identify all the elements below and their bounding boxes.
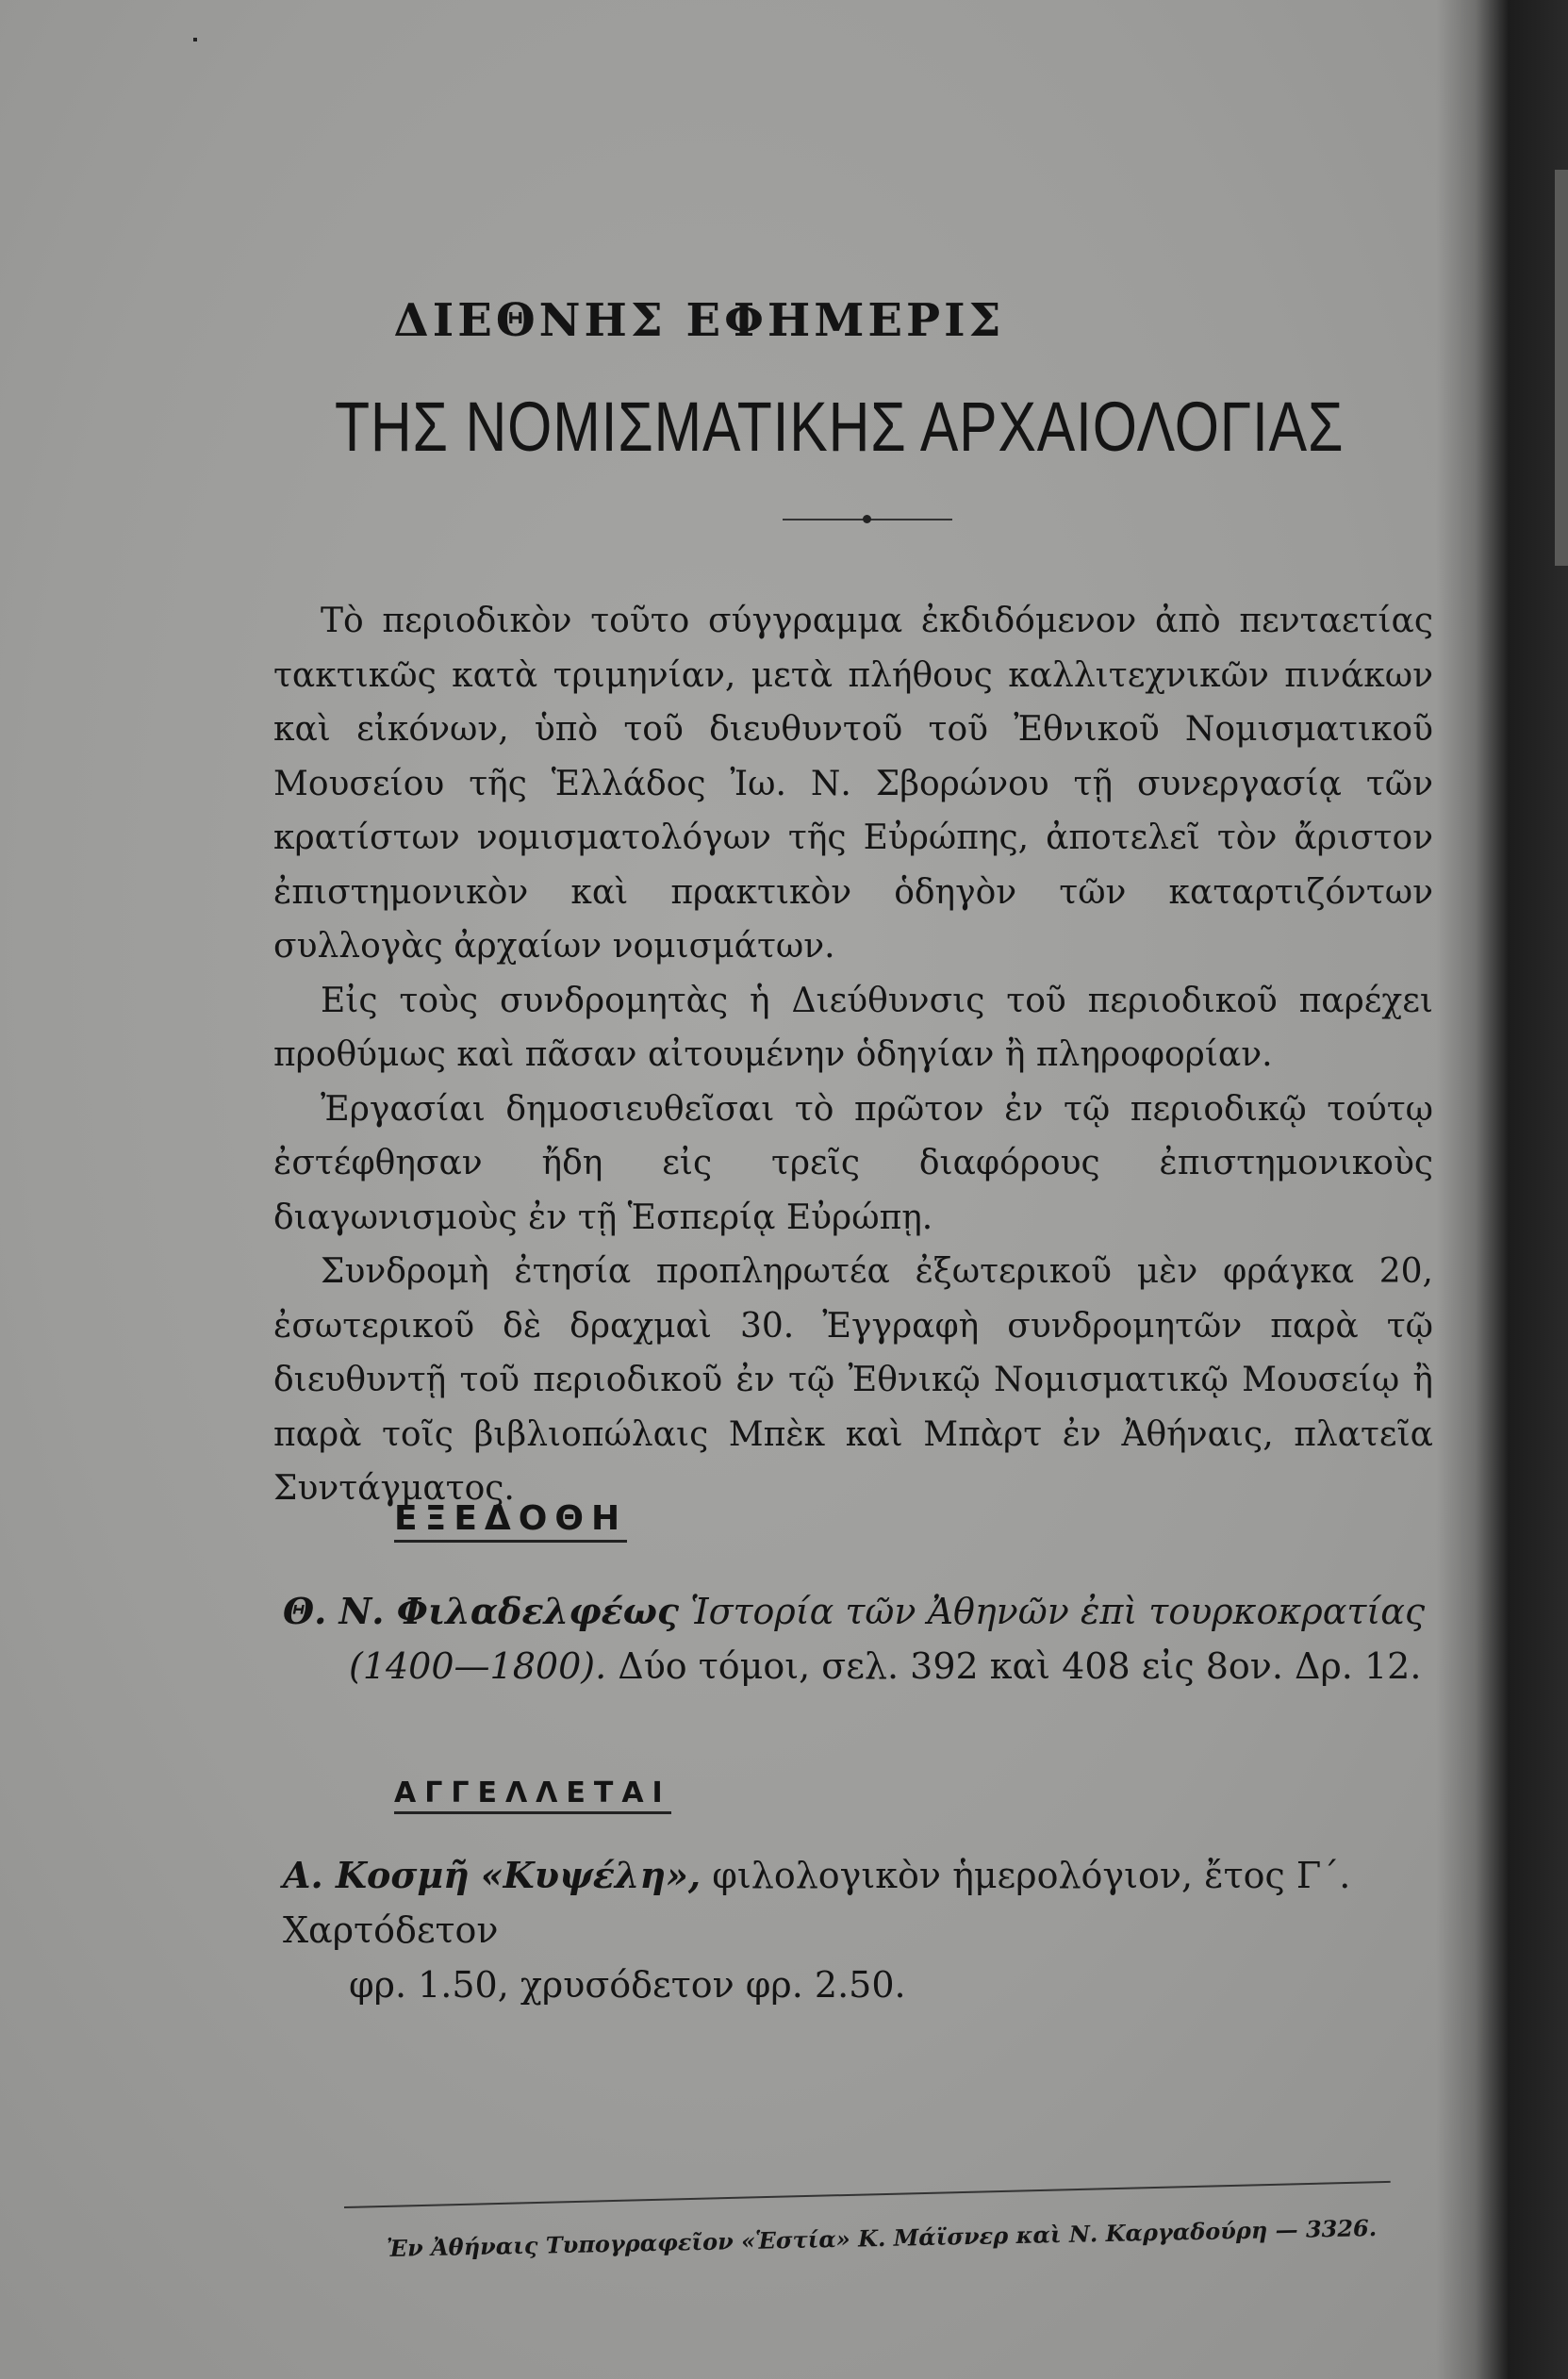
- announced-title: «Κυψέλη»,: [480, 1854, 701, 1896]
- published-details-line: [283, 1639, 1433, 1693]
- page-edge-strip: [1555, 170, 1568, 566]
- published-entry: [283, 1584, 1433, 1693]
- announced-author: Α. Κοσμῆ: [283, 1854, 470, 1896]
- announced-details-line1: φιλολογικὸν ἡμερολόγιον, ἔτος Γ΄. Χαρτόδετον: [283, 1855, 1351, 1951]
- paragraph-subscription: Συνδρομὴ ἐτησία προπληρωτέα ἐξωτερικοῦ μὲν φράγκα 20, ἐσωτερικοῦ δὲ δραχμαὶ 30. Ἐγγραφὴ συνδρομητῶν παρὰ τῷ διευθυντῇ τοῦ περιοδικοῦ ἐν τῷ Ἐθνικῷ Νομισματικῷ Μουσείῳ ἢ παρὰ τοῖς βιβλιοπώλαις Μπὲκ καὶ Μπὰρτ ἐν Ἀθήναις, πλατεῖα Συντάγματος.: [273, 1252, 1433, 1508]
- published-details: Δύο τόμοι, σελ. 392 καὶ 408 εἰς 8ον. Δρ. 12.: [618, 1645, 1422, 1687]
- paragraph-subscribers: Εἰς τοὺς συνδρομητὰς ἡ Διεύθυνσις τοῦ περιοδικοῦ παρέχει προθύμως καὶ πᾶσαν αἰτουμένην ὁδηγίαν ἢ πληροφορίαν.: [273, 981, 1433, 1074]
- published-dates: (1400—1800).: [349, 1645, 607, 1687]
- printer-imprint: Ἐν Ἀθήναις Τυπογραφεῖον «Ἑστία» Κ. Μάϊσνερ καὶ Ν. Καργαδούρη — 3326.: [386, 2214, 1378, 2262]
- published-title: Ἱστορία τῶν Ἀθηνῶν ἐπὶ τουρκοκρατίας: [690, 1591, 1426, 1632]
- description-body: [273, 594, 1433, 1516]
- published-heading: ΕΞΕΔΟΘΗ: [394, 1499, 627, 1543]
- announced-details-line2: φρ. 1.50, χρυσόδετον φρ. 2.50.: [349, 1964, 906, 2006]
- announced-heading: ΑΓΓΕΛΛΕΤΑΙ: [394, 1776, 671, 1814]
- journal-title-line1-text: ΔΙΕΘΝΗΣ ΕΦΗΜΕΡΙΣ: [393, 294, 1005, 347]
- journal-title-line1: [0, 294, 1568, 347]
- announced-entry: [283, 1848, 1433, 2012]
- footer-rule: [344, 2181, 1391, 2208]
- paragraph-awards: Ἐργασίαι δημοσιευθεῖσαι τὸ πρῶτον ἐν τῷ περιοδικῷ τούτῳ ἐστέφθησαν ἤδη εἰς τρεῖς διαφόρους ἐπιστημονικοὺς διαγωνισμοὺς ἐν τῇ Ἑσπερίᾳ Εὐρώπῃ.: [273, 1089, 1433, 1237]
- ink-speck: [193, 38, 197, 41]
- ornamental-rule-dot: [863, 515, 871, 523]
- paragraph-intro: Τὸ περιοδικὸν τοῦτο σύγγραμμα ἐκδιδόμενον ἀπὸ πενταετίας τακτικῶς κατὰ τριμηνίαν, μετὰ πλήθους καλλιτεχνικῶν πινάκων καὶ εἰκόνων, ὑπὸ τοῦ διευθυντοῦ τοῦ Ἐθνικοῦ Νομισματικοῦ Μουσείου τῆς Ἑλλάδος Ἰω. Ν. Σβορώνου τῇ συνεργασίᾳ τῶν κρατίστων νομισματολόγων τῆς Εὐρώπης, ἀποτελεῖ τὸν ἄριστον ἐπιστημονικὸν καὶ πρακτικὸν ὁδηγὸν τῶν καταρτιζόντων συλλογὰς ἀρχαίων νομισμάτων.: [273, 602, 1433, 966]
- journal-title-line2: ΤΗΣ ΝΟΜΙΣΜΑΤΙΚΗΣ ΑΡΧΑΙΟΛΟΓΙΑΣ: [335, 388, 1345, 466]
- binding-shadow: [1436, 0, 1568, 2379]
- published-author: Θ. Ν. Φιλαδελφέως: [283, 1590, 680, 1632]
